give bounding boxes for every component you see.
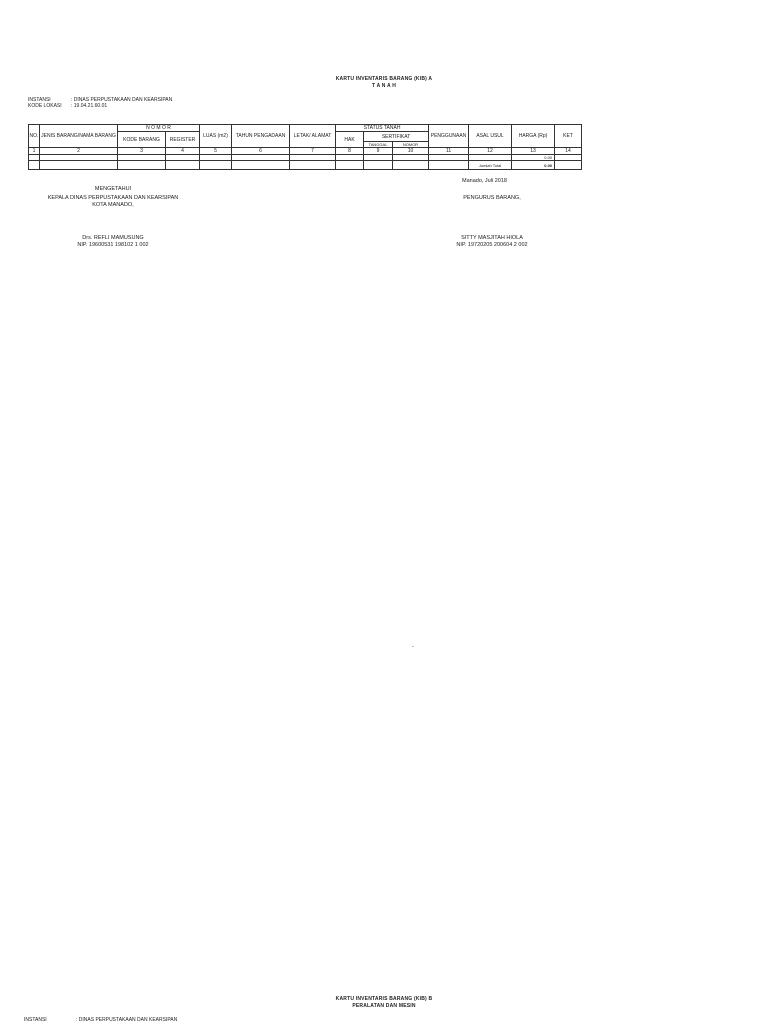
- column-number: 5: [200, 148, 232, 155]
- table-cell: [118, 161, 166, 170]
- right-title-pengurus: PENGURUS BARANG,: [463, 195, 521, 201]
- left-signer-name: Drs. REFLI MAMUSUNG: [82, 235, 144, 241]
- table-cell: [393, 161, 429, 170]
- column-number: 12: [469, 148, 512, 155]
- col-header-letak: LETAK/ ALAMAT: [290, 125, 336, 148]
- column-number: 4: [166, 148, 200, 155]
- column-number: 1: [29, 148, 40, 155]
- col-header-sertifikat: SERTIFIKAT: [364, 132, 429, 142]
- table-cell: [40, 161, 118, 170]
- left-title-kepala: KEPALA DINAS PERPUSTAKAAN DAN KEARSIPAN: [47, 195, 179, 201]
- instansi-label: INSTANSI: [28, 97, 51, 103]
- col-header-jenis: JENIS BARANG/NAMA BARANG: [40, 125, 118, 148]
- left-signer-nip: NIP. 19600531 198102 1 002: [77, 242, 149, 248]
- col-header-kode-barang: KODE BARANG: [118, 132, 166, 148]
- table-cell: [166, 161, 200, 170]
- col-header-luas: LUAS (m2): [200, 125, 232, 148]
- column-number: 10: [393, 148, 429, 155]
- column-number: 3: [118, 148, 166, 155]
- column-number-row: [29, 148, 582, 155]
- column-number: 2: [40, 148, 118, 155]
- next-page-subtitle: PERALATAN DAN MESIN: [352, 1003, 416, 1009]
- harga-cell: 0.00: [512, 155, 555, 161]
- col-header-nomor-sertifikat: NOMOR: [393, 142, 429, 148]
- total-row: [29, 161, 582, 170]
- table-cell: [200, 161, 232, 170]
- col-header-no: NO.: [29, 125, 40, 148]
- col-header-tanggal: TANGGAL: [364, 142, 393, 148]
- table-cell: [555, 161, 582, 170]
- left-title-mengetahui: MENGETAHUI: [94, 186, 132, 192]
- col-header-register: REGISTER: [166, 132, 200, 148]
- col-header-asal-usul: ASAL USUL: [469, 125, 512, 148]
- table-cell: [429, 161, 469, 170]
- table-cell: [232, 161, 290, 170]
- left-title-kota: KOTA MANADO,: [92, 202, 134, 208]
- table-cell: [29, 161, 40, 170]
- right-signer-nip: NIP. 19720205 200604 2 002: [456, 242, 528, 248]
- col-header-ket: KET: [555, 125, 582, 148]
- next-page-instansi-label: INSTANSI: [24, 1017, 47, 1023]
- column-number: 8: [336, 148, 364, 155]
- col-header-status-tanah: STATUS TANAH: [336, 125, 429, 132]
- column-number: 7: [290, 148, 336, 155]
- document-subtitle: T A N A H: [371, 83, 397, 89]
- kode-lokasi-label: KODE LOKASI: [28, 103, 62, 109]
- table-cell: [290, 161, 336, 170]
- col-header-harga: HARGA (Rp): [512, 125, 555, 148]
- column-number: 9: [364, 148, 393, 155]
- next-page-title: KARTU INVENTARIS BARANG (KIB) B: [335, 996, 433, 1002]
- col-header-nomor: N O M O R: [118, 125, 200, 132]
- document-title: KARTU INVENTARIS BARANG (KIB) A: [335, 76, 433, 82]
- place-date: Manado, Juli 2018: [462, 178, 507, 184]
- column-number: 14: [555, 148, 582, 155]
- table-cell: [336, 161, 364, 170]
- col-header-hak: HAK: [336, 132, 364, 148]
- table-header-row: [29, 125, 582, 132]
- right-signer-name: SITTY MASJITAH HIOLA: [461, 235, 523, 241]
- stray-mark: -: [412, 644, 414, 650]
- table-cell: [364, 161, 393, 170]
- inventory-table: [28, 124, 582, 170]
- column-number: 11: [429, 148, 469, 155]
- column-number: 6: [232, 148, 290, 155]
- total-value: 0.00: [512, 161, 555, 170]
- total-label: Jumlah Total: [469, 161, 512, 170]
- instansi-value: : DINAS PERPUSTAKAAN DAN KEARSIPAN: [71, 97, 173, 103]
- col-header-tahun: TAHUN PENGADAAN: [232, 125, 290, 148]
- next-page-instansi-value: : DINAS PERPUSTAKAAN DAN KEARSIPAN: [76, 1017, 178, 1023]
- col-header-penggunaan: PENGGUNAAN: [429, 125, 469, 148]
- kode-lokasi-value: : 19.04.21.60.01: [71, 103, 108, 109]
- column-number: 13: [512, 148, 555, 155]
